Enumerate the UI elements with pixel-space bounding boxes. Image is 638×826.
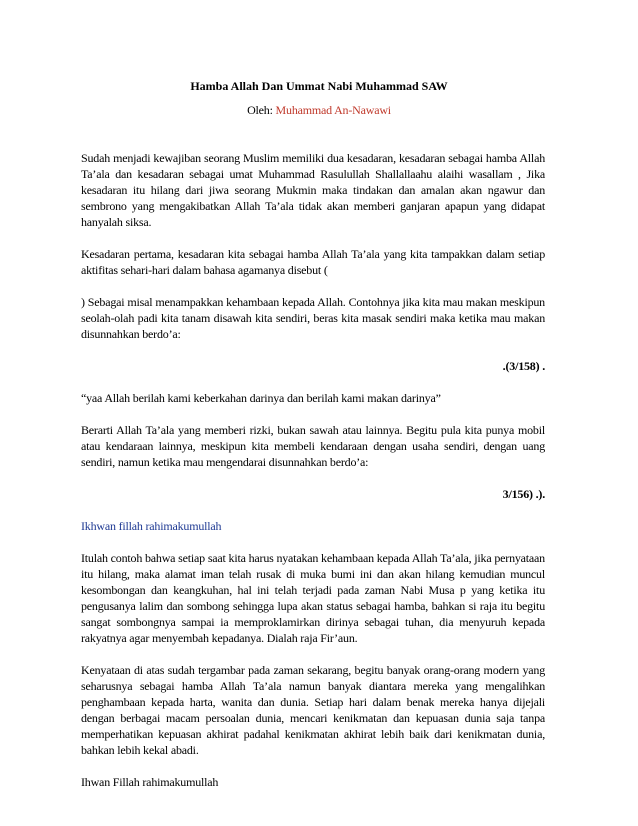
document-title: Hamba Allah Dan Ummat Nabi Muhammad SAW [190, 79, 448, 93]
document-body [81, 150, 545, 806]
byline-prefix: Oleh: [247, 103, 276, 117]
reference-2: 3/156) .). [502, 487, 545, 501]
reference-1: .(3/158) . [502, 359, 545, 373]
paragraph-2: Kesadaran pertama, kesadaran kita sebagai hamba Allah Ta’ala yang kita tampakkan dalam setiap aktifitas sehari-hari dalam bahasa agamanya disebut ( [81, 247, 545, 277]
paragraph-1: Sudah menjadi kewajiban seorang Muslim memiliki dua kesadaran, kesadaran sebagai hamba Allah Ta’ala dan kesadaran sebagai umat Muhammad Rasulullah Shallallaahu alaihi wasallam , Jika kesadaran itu hilang dari jiwa seorang Mukmin maka tindakan dan amalan akan ngawur dan sembrono yang mengakibatkan Allah Ta’ala tidak akan memberi ganjaran apapun yang didapat hanyalah siksa. [81, 151, 545, 229]
paragraph-5: Itulah contoh bahwa setiap saat kita harus nyatakan kehambaan kepada Allah Ta’ala, jika pernyataan itu hilang, maka alamat iman telah rusak di muka bumi ini dan akan hilang kemudian muncul kesombongan dan keangkuhan, hal ini telah terjadi pada zaman Nabi Musa p yang ketika itu pengusanya lalim dan sombong sehingga lupa akan status sebagai hamba, bahkan si raja itu begitu sangat sombongnya sampai ia memproklamirkan dirinya sebagai tuhan, dia menyuruh kepada rakyatnya agar menyembah kepadanya. Dialah raja Fir’aun. [81, 551, 545, 645]
author-name: Muhammad An-Nawawi [275, 103, 391, 117]
paragraph-4: Berarti Allah Ta’ala yang memberi rizki, bukan sawah atau lainnya. Begitu pula kita punya mobil atau kendaraan lainnya, meskipun kita membeli kendaraan dengan usaha sendiri, dengan uang sendiri, namun ketika mau mengendarai disunnahkan berdo’a: [81, 423, 545, 469]
paragraph-3: ) Sebagai misal menampakkan kehambaan kepada Allah. Contohnya jika kita mau makan meskipun seolah-olah padi kita tanam disawah kita sendiri, beras kita masak sendiri maka ketika mau makan disunnahkan berdo’a: [81, 295, 545, 341]
salutation-1: Ikhwan fillah rahimakumullah [81, 519, 222, 533]
salutation-2: Ihwan Fillah rahimakumullah [81, 775, 219, 789]
paragraph-6: Kenyataan di atas sudah tergambar pada zaman sekarang, begitu banyak orang-orang modern yang seharusnya sebagai hamba Allah Ta’ala namun banyak diantara mereka yang mengalihkan penghambaan kepada harta, wanita dan dunia. Setiap hari dalam benak mereka hanya dijejali dengan berbagai macam persoalan dunia, mencari kenikmatan dan kepuasan dunia saja tanpa memperhatikan kepuasan akhirat padahal kenikmatan akhirat lebih baik dari kenikmatan dunia, bahkan lebih kekal abadi. [81, 663, 545, 757]
paragraph-quote: “yaa Allah berilah kami keberkahan darinya dan berilah kami makan darinya” [81, 391, 441, 405]
byline [0, 103, 638, 118]
